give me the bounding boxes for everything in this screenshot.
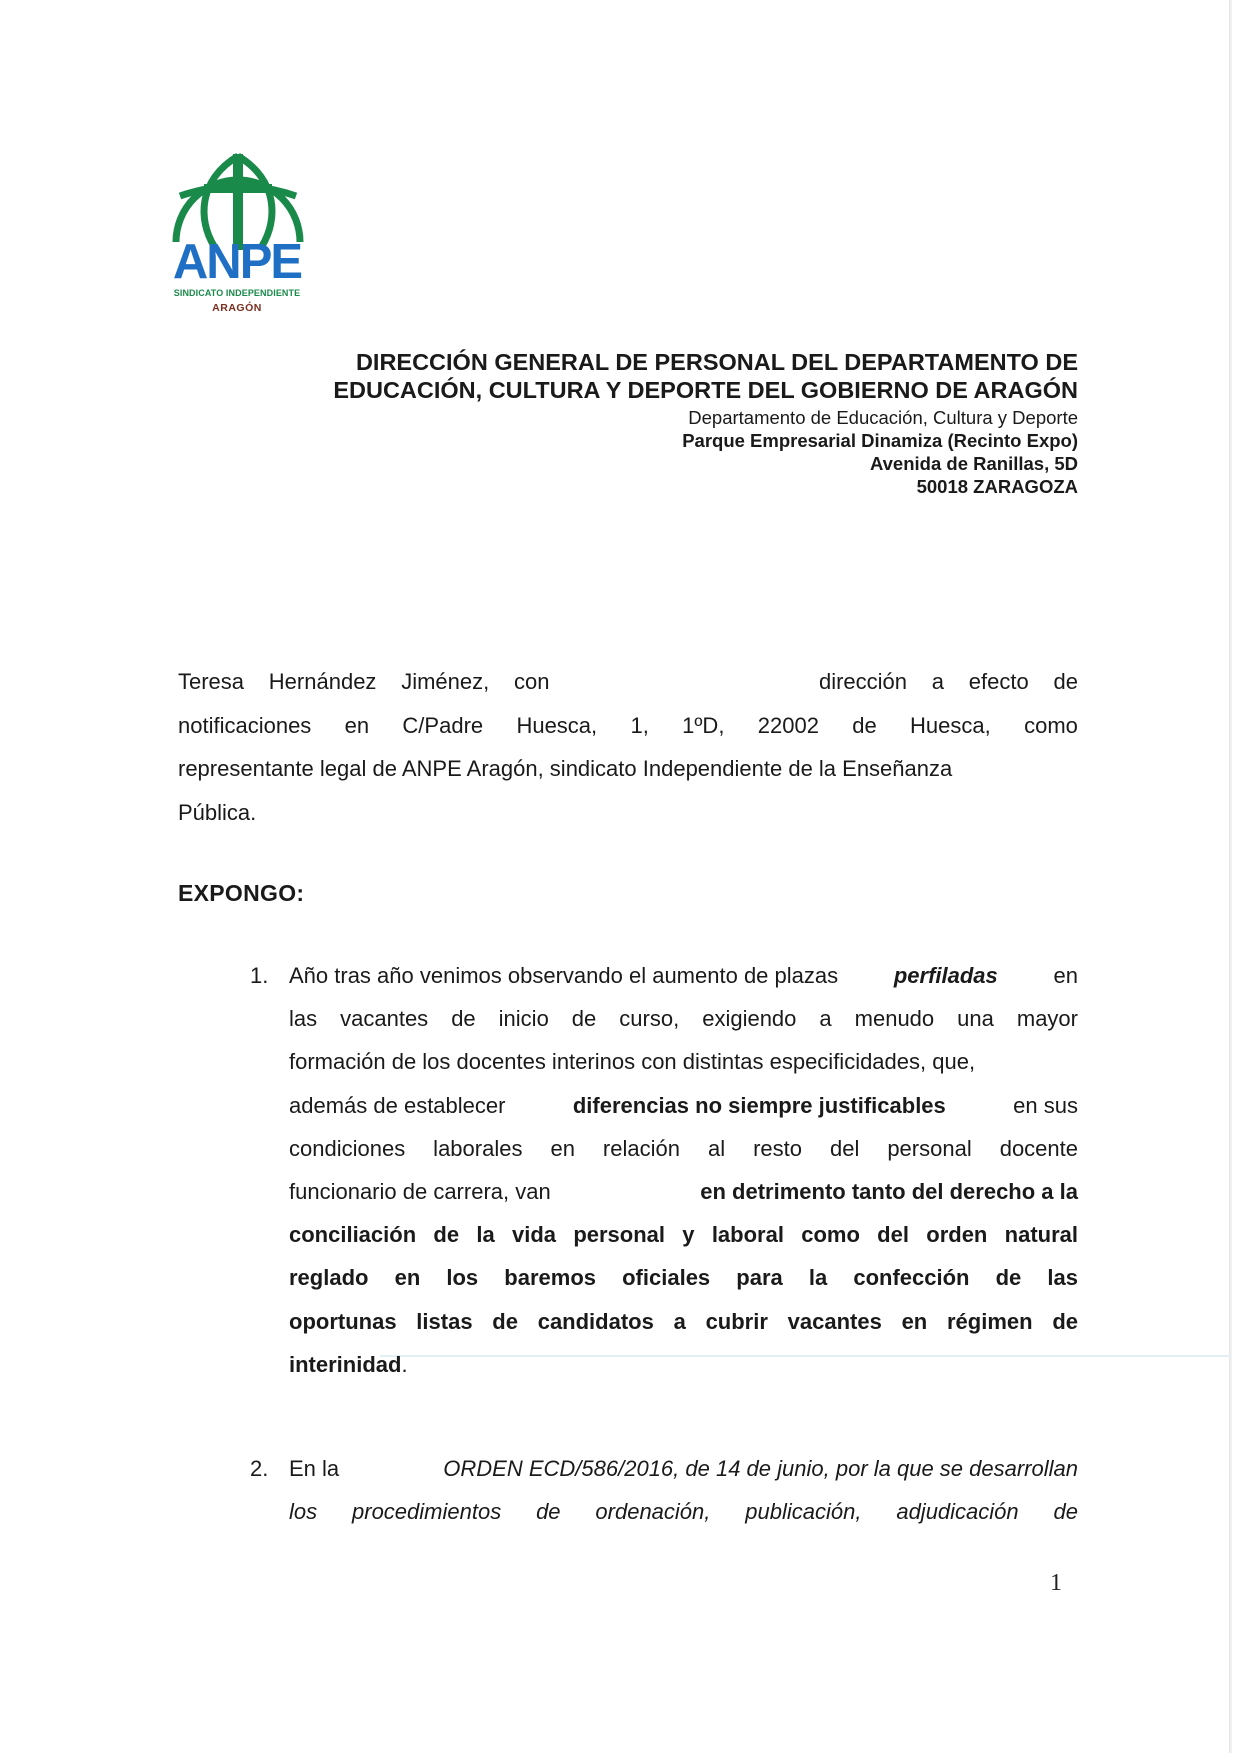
word: C/Padre bbox=[402, 712, 484, 738]
emphasis-text: ORDEN ECD/586/2016, de 14 de junio, por la que se desarrollan bbox=[443, 1456, 1078, 1481]
word: notificaciones bbox=[178, 712, 312, 738]
word: 1, bbox=[630, 712, 649, 738]
line-text: además de establecer bbox=[289, 1092, 506, 1118]
line-text: en sus bbox=[1013, 1092, 1078, 1118]
emphasis-text: los procedimientos de ordenación, publicación, adjudicación de bbox=[289, 1499, 1078, 1525]
text-line bbox=[178, 791, 1078, 835]
recipient-title-line: EDUCACIÓN, CULTURA Y DEPORTE DEL GOBIERNO DE ARAGÓN bbox=[333, 377, 1078, 403]
line-text: condiciones laborales en relación al resto del personal docente bbox=[289, 1135, 1078, 1161]
word: Hernández bbox=[268, 669, 377, 694]
text-line bbox=[178, 747, 1078, 791]
emphasis-text: interinidad bbox=[289, 1351, 402, 1377]
emphasis-text: conciliación de la vida personal y laboral como del orden natural bbox=[289, 1222, 1078, 1248]
word: Huesca, bbox=[910, 712, 991, 738]
word: en bbox=[344, 712, 370, 738]
recipient-city: 50018 ZARAGOZA bbox=[916, 476, 1078, 497]
scan-edge bbox=[1229, 0, 1232, 1753]
redacted-gap bbox=[574, 660, 794, 704]
text-line bbox=[289, 1343, 1078, 1386]
line-text: En la bbox=[289, 1456, 340, 1481]
word: 22002 bbox=[757, 712, 819, 738]
item-number: 2. bbox=[250, 1456, 269, 1481]
text-line bbox=[289, 1447, 1078, 1490]
word: efecto bbox=[968, 669, 1029, 694]
line-text: funcionario de carrera, van bbox=[289, 1179, 551, 1205]
emphasis-text: diferencias no siempre justificables bbox=[572, 1092, 946, 1118]
recipient-title-line: DIRECCIÓN GENERAL DE PERSONAL DEL DEPARTAMENTO DE bbox=[355, 349, 1078, 375]
text-line bbox=[289, 1127, 1078, 1170]
word: de bbox=[1053, 669, 1078, 694]
word: 1ºD, bbox=[682, 712, 725, 738]
logo-wordmark: ANPE bbox=[172, 235, 302, 289]
line-text: formación de los docentes interinos con distintas especificidades, que, bbox=[289, 1049, 976, 1075]
text-line bbox=[289, 997, 1078, 1040]
item-number: 1. bbox=[250, 963, 269, 988]
emphasis-text: perfiladas bbox=[893, 963, 998, 988]
line-text: Año tras año venimos observando el aumento de plazas bbox=[289, 963, 839, 988]
anpe-logo bbox=[158, 150, 318, 320]
word: Huesca, bbox=[516, 712, 598, 738]
page-number: 1 bbox=[1050, 1570, 1062, 1596]
word: con bbox=[513, 669, 550, 694]
word: Teresa bbox=[178, 669, 245, 694]
emphasis-text: reglado en los baremos oficiales para la confección de las bbox=[289, 1265, 1078, 1291]
text-line bbox=[178, 660, 1078, 704]
item-text bbox=[289, 954, 1078, 1386]
text-line bbox=[289, 1300, 1078, 1343]
emphasis-text: en detrimento tanto del derecho a la bbox=[700, 1179, 1078, 1205]
recipient-title bbox=[278, 348, 1078, 404]
intro-paragraph bbox=[178, 660, 1078, 834]
word: de bbox=[852, 712, 877, 738]
word: dirección bbox=[818, 669, 908, 694]
line-text: . bbox=[401, 1351, 408, 1377]
text-line bbox=[289, 1213, 1078, 1256]
emphasis-text: oportunas listas de candidatos a cubrir vacantes en régimen de bbox=[289, 1308, 1078, 1334]
item-text bbox=[289, 1447, 1078, 1533]
text-line bbox=[289, 1170, 1078, 1213]
text-line bbox=[289, 1490, 1078, 1533]
line-text: representante legal de ANPE Aragón, sindicato Independiente de la Enseñanza bbox=[178, 756, 953, 781]
text-line bbox=[289, 1040, 1078, 1083]
text-line bbox=[178, 704, 1078, 748]
text-line bbox=[289, 954, 1078, 997]
word: a bbox=[931, 669, 945, 694]
logo-subtitle: SINDICATO INDEPENDIENTE bbox=[173, 288, 301, 298]
line-text: las vacantes de inicio de curso, exigiendo a menudo una mayor bbox=[289, 1006, 1078, 1032]
text-line bbox=[289, 1084, 1078, 1127]
word: Jiménez, bbox=[401, 669, 490, 694]
recipient-building: Parque Empresarial Dinamiza (Recinto Expo) bbox=[682, 430, 1078, 451]
section-heading: EXPONGO: bbox=[178, 880, 305, 906]
line-text: en bbox=[1053, 963, 1078, 988]
word: como bbox=[1024, 712, 1078, 738]
logo-region: ARAGÓN bbox=[212, 302, 262, 314]
recipient-street: Avenida de Ranillas, 5D bbox=[869, 453, 1078, 474]
recipient-address bbox=[500, 406, 1078, 498]
recipient-department: Departamento de Educación, Cultura y Deporte bbox=[688, 407, 1078, 428]
line-text: Pública. bbox=[178, 799, 257, 825]
text-line bbox=[289, 1256, 1078, 1299]
